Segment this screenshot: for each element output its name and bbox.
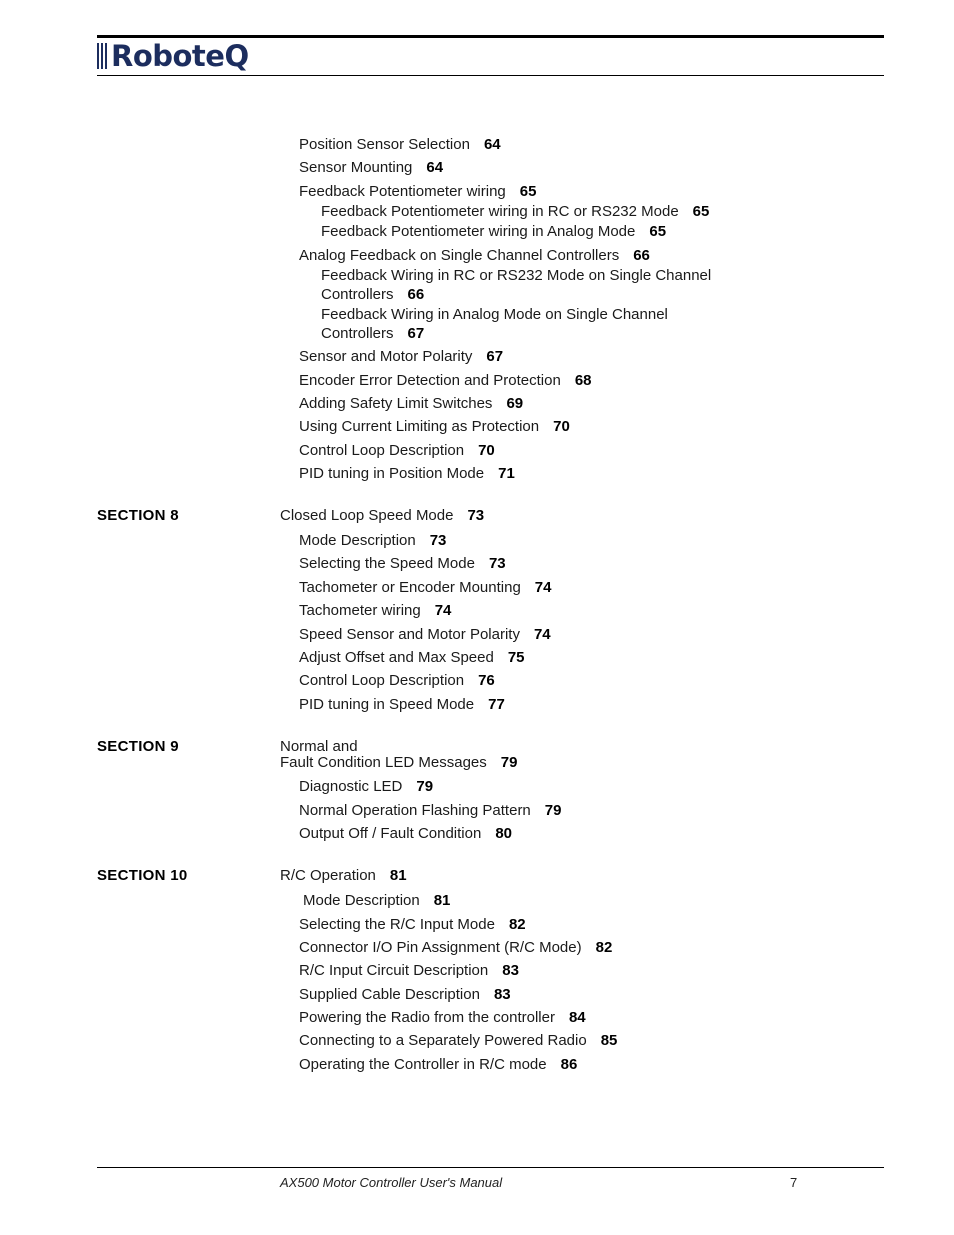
logo-text: RoboteQ bbox=[111, 39, 249, 73]
toc-entry[interactable] bbox=[299, 825, 512, 843]
toc-entry-text: Sensor Mounting bbox=[299, 159, 413, 176]
section-label: SECTION 9 bbox=[97, 738, 179, 755]
toc-entry-page: 77 bbox=[488, 696, 505, 713]
toc-entry[interactable] bbox=[321, 306, 668, 324]
toc-entry-page: 83 bbox=[502, 962, 519, 979]
footer-page-number: 7 bbox=[790, 1175, 798, 1190]
toc-entry-text: Fault Condition LED Messages bbox=[280, 754, 487, 771]
toc-entry-text: Feedback Potentiometer wiring bbox=[299, 183, 506, 200]
toc-entry[interactable] bbox=[299, 672, 495, 690]
toc-entry-page: 85 bbox=[600, 1032, 618, 1049]
toc-section-title[interactable] bbox=[280, 507, 484, 525]
toc-entry-text: Mode Description bbox=[303, 892, 420, 909]
toc-entry[interactable] bbox=[299, 372, 592, 390]
toc-entry-text: Connector I/O Pin Assignment (R/C Mode) bbox=[299, 939, 582, 956]
toc-entry-page: 64 bbox=[426, 159, 444, 176]
toc-entry[interactable] bbox=[299, 555, 506, 573]
toc-section-title[interactable] bbox=[280, 867, 407, 885]
toc-entry[interactable] bbox=[299, 802, 561, 820]
toc-entry-text: Control Loop Description bbox=[299, 672, 465, 689]
toc-entry-page: 80 bbox=[495, 825, 513, 842]
toc-entry-text: Feedback Potentiometer wiring in RC or RS232 Mode bbox=[321, 203, 679, 220]
toc-section-title[interactable] bbox=[280, 754, 517, 772]
toc-entry-text: R/C Operation bbox=[280, 867, 376, 884]
toc-entry-page: 73 bbox=[467, 507, 485, 524]
toc-entry[interactable] bbox=[299, 1032, 617, 1050]
toc-entry-page: 84 bbox=[568, 1009, 586, 1026]
toc-entry[interactable] bbox=[299, 395, 523, 413]
toc-entry-page: 65 bbox=[649, 223, 667, 240]
toc-entry-text: Feedback Wiring in RC or RS232 Mode on Single Channel bbox=[321, 267, 712, 284]
toc-entry[interactable] bbox=[321, 223, 666, 241]
toc-entry-text: Controllers bbox=[321, 286, 394, 303]
toc-entry[interactable] bbox=[299, 532, 446, 550]
toc-entry-text: Feedback Potentiometer wiring in Analog Mode bbox=[321, 223, 636, 240]
toc-entry-page: 70 bbox=[478, 442, 495, 459]
toc-entry[interactable] bbox=[299, 418, 570, 436]
toc-entry-page: 74 bbox=[534, 579, 552, 596]
toc-entry-text: Diagnostic LED bbox=[299, 778, 403, 795]
logo-bars-icon bbox=[97, 43, 109, 69]
toc-entry[interactable] bbox=[299, 939, 612, 957]
toc-entry[interactable] bbox=[303, 892, 450, 910]
toc-entry-text: Adding Safety Limit Switches bbox=[299, 395, 493, 412]
toc-entry[interactable] bbox=[299, 159, 443, 177]
toc-entry[interactable] bbox=[321, 203, 709, 221]
toc-entry-text: Normal Operation Flashing Pattern bbox=[299, 802, 531, 819]
toc-entry-text: Powering the Radio from the controller bbox=[299, 1009, 555, 1026]
toc-entry-text: Using Current Limiting as Protection bbox=[299, 418, 540, 435]
toc-entry-text: Supplied Cable Description bbox=[299, 986, 480, 1003]
toc-entry[interactable] bbox=[321, 325, 424, 343]
toc-entry-page: 67 bbox=[407, 325, 425, 342]
toc-entry-text: Analog Feedback on Single Channel Controllers bbox=[299, 247, 620, 264]
toc-entry-page: 70 bbox=[553, 418, 570, 435]
roboteq-logo bbox=[97, 40, 249, 72]
footer-rule bbox=[97, 1167, 884, 1168]
toc-entry-page: 82 bbox=[508, 916, 526, 933]
toc-entry[interactable] bbox=[299, 778, 433, 796]
toc-entry[interactable] bbox=[299, 986, 511, 1004]
toc-entry[interactable] bbox=[299, 136, 501, 154]
toc-entry-text: Mode Description bbox=[299, 532, 416, 549]
toc-entry-page: 76 bbox=[478, 672, 495, 689]
toc-entry[interactable] bbox=[299, 247, 650, 265]
toc-entry-text: Control Loop Description bbox=[299, 442, 465, 459]
toc-entry-text: Normal and bbox=[280, 738, 358, 755]
toc-entry-page: 79 bbox=[416, 778, 434, 795]
toc-entry[interactable] bbox=[299, 579, 551, 597]
toc-entry-page: 79 bbox=[544, 802, 562, 819]
header-top-rule bbox=[97, 35, 884, 38]
toc-entry-page: 73 bbox=[429, 532, 447, 549]
toc-entry-page: 86 bbox=[560, 1056, 578, 1073]
toc-entry[interactable] bbox=[299, 962, 519, 980]
toc-entry-text: Selecting the Speed Mode bbox=[299, 555, 475, 572]
toc-entry[interactable] bbox=[321, 267, 711, 285]
toc-entry-text: Connecting to a Separately Powered Radio bbox=[299, 1032, 587, 1049]
toc-entry-page: 82 bbox=[595, 939, 613, 956]
toc-entry-text: Operating the Controller in R/C mode bbox=[299, 1056, 547, 1073]
toc-entry-page: 64 bbox=[483, 136, 501, 153]
toc-entry-page: 79 bbox=[500, 754, 518, 771]
toc-entry[interactable] bbox=[299, 916, 526, 934]
toc-entry[interactable] bbox=[299, 442, 495, 460]
toc-entry-text: R/C Input Circuit Description bbox=[299, 962, 489, 979]
toc-entry[interactable] bbox=[299, 649, 525, 667]
toc-entry-page: 81 bbox=[389, 867, 407, 884]
footer-manual-title: AX500 Motor Controller User's Manual bbox=[280, 1175, 503, 1190]
toc-entry-page: 67 bbox=[486, 348, 504, 365]
toc-entry[interactable] bbox=[299, 1056, 577, 1074]
toc-entry-text: Controllers bbox=[321, 325, 394, 342]
section-label: SECTION 8 bbox=[97, 507, 179, 524]
toc-entry-text: PID tuning in Position Mode bbox=[299, 465, 485, 482]
toc-entry-text: Speed Sensor and Motor Polarity bbox=[299, 626, 520, 643]
toc-entry-page: 66 bbox=[407, 286, 425, 303]
toc-entry-text: Adjust Offset and Max Speed bbox=[299, 649, 494, 666]
toc-entry-text: Feedback Wiring in Analog Mode on Single Channel bbox=[321, 306, 668, 323]
toc-entry-text: Closed Loop Speed Mode bbox=[280, 507, 454, 524]
toc-entry-page: 65 bbox=[692, 203, 710, 220]
toc-entry[interactable] bbox=[299, 696, 505, 714]
toc-entry[interactable] bbox=[299, 1009, 586, 1027]
toc-entry[interactable] bbox=[321, 286, 424, 304]
toc-entry-page: 69 bbox=[506, 395, 524, 412]
section-label: SECTION 10 bbox=[97, 867, 188, 884]
toc-entry-text: Output Off / Fault Condition bbox=[299, 825, 482, 842]
toc-entry-text: Tachometer wiring bbox=[299, 602, 421, 619]
toc-entry-page: 75 bbox=[507, 649, 525, 666]
toc-entry-page: 81 bbox=[433, 892, 451, 909]
toc-entry[interactable] bbox=[299, 602, 451, 620]
toc-entry-page: 66 bbox=[633, 247, 650, 264]
toc-entry-page: 71 bbox=[498, 465, 515, 482]
toc-entry-text: Position Sensor Selection bbox=[299, 136, 470, 153]
toc-entry[interactable] bbox=[299, 348, 503, 366]
toc-entry-text: Selecting the R/C Input Mode bbox=[299, 916, 495, 933]
toc-entry-page: 74 bbox=[533, 626, 551, 643]
toc-entry-page: 68 bbox=[574, 372, 592, 389]
toc-entry[interactable] bbox=[299, 626, 551, 644]
toc-entry-text: Tachometer or Encoder Mounting bbox=[299, 579, 521, 596]
toc-entry-page: 83 bbox=[493, 986, 511, 1003]
header-bottom-rule bbox=[97, 75, 884, 76]
toc-entry-page: 74 bbox=[434, 602, 452, 619]
toc-entry[interactable] bbox=[299, 183, 536, 201]
toc-entry[interactable] bbox=[299, 465, 515, 483]
toc-entry-page: 73 bbox=[488, 555, 506, 572]
toc-entry-text: PID tuning in Speed Mode bbox=[299, 696, 475, 713]
toc-entry-text: Encoder Error Detection and Protection bbox=[299, 372, 561, 389]
toc-entry-text: Sensor and Motor Polarity bbox=[299, 348, 473, 365]
toc-entry-page: 65 bbox=[519, 183, 537, 200]
